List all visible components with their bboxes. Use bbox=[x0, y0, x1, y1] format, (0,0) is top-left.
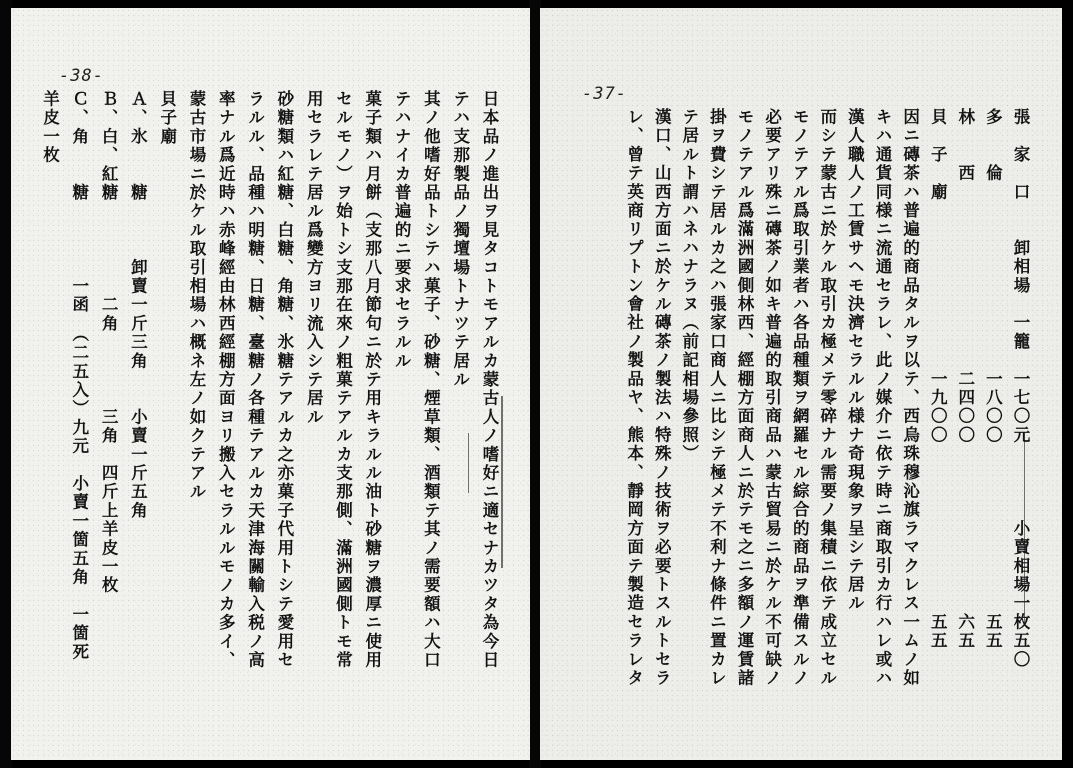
text-column: キハ通貨同様ニ流通セラレ、此ノ媒介ニ依テ時ニ商取引カ行ハレ或ハ bbox=[873, 108, 892, 688]
text-column: Ａ、氷 糖 卸賣一斤三角 小賣一斤五角 bbox=[128, 90, 148, 521]
text-column: セルモノ）ヲ始トシ支那在來ノ粗菓テアルカ支那側、滿洲國側トモ常 bbox=[333, 90, 353, 670]
text-column: 用セラレテ居ル爲變方ヨリ流入シテ居ル bbox=[304, 90, 324, 427]
pencil-mark bbox=[468, 433, 469, 493]
text-column: 漢口、山西方面ニ於ケル磚茶ノ製法ハ特殊ノ技術ヲ必要トスルトセラ bbox=[652, 108, 672, 688]
right-page bbox=[540, 8, 1062, 760]
text-column: 掛ヲ費シテ居ルカ之ハ張家口商人ニ比シテ極メテ不利ナ條件ニ置カレ bbox=[707, 108, 727, 688]
pencil-mark bbox=[501, 396, 503, 568]
text-column: 張 家 口 卸相場 一籠 一七〇元 小賣相場一枚五〇 bbox=[1011, 108, 1030, 669]
text-column: 而シテ蒙古ニ於ケル取引カ極メテ零碎ナル需要ノ集積ニ依テ成立セル bbox=[817, 108, 837, 688]
text-column: 率ナル爲近時ハ赤峰經由林西經棚方面ヨリ搬入セラルルモノカ多イ、 bbox=[216, 90, 236, 670]
text-column: Ｂ、白、紅糖 二角 三角 四斤上羊皮一枚 bbox=[99, 90, 119, 595]
text-column: テハ支那製品ノ獨壇場トナツテ居ル bbox=[450, 90, 470, 390]
text-column: ラルル、品種ハ明糖、日糖、臺糖ノ各種テアルカ天津海關輸入税ノ高 bbox=[245, 90, 265, 670]
text-column: テ居ルト謂ハネハナラヌ（前記相場參照） bbox=[679, 108, 699, 464]
text-column: 必要アリ殊ニ磚茶ノ如キ普遍的取引商品ハ蒙古貿易ニ於ケル不可缺ノ bbox=[762, 108, 782, 688]
text-column: 林 西 二四〇〇 六五 bbox=[955, 108, 975, 651]
text-column: モノテアル爲滿洲國側林西、經棚方面商人ニ於テモ之ニ多額ノ運賃諸 bbox=[735, 108, 754, 688]
text-column: Ｃ、角 糖 一函 （二五入）九元 小賣一箇五角 一箇死 bbox=[69, 90, 89, 662]
text-column: 漢人職人ノ工賃サヘモ決濟セラルル様ナ奇現象ヲ呈シテ居ル bbox=[845, 108, 865, 613]
text-column: 其ノ他嗜好品トシテハ菓子、砂糖、煙草類、酒類テ其ノ需要額ハ大口 bbox=[421, 90, 441, 670]
text-column: モノテアル爲取引業者ハ各品種類ヲ網羅セル綜合的商品ヲ準備スルノ bbox=[790, 108, 810, 688]
text-column: 羊皮一枚 bbox=[40, 90, 60, 165]
text-column: 貝子廟 bbox=[157, 90, 177, 147]
text-column: レ、曾テ英商リプトン會社ノ製品ヤ、熊本、靜岡方面テ製造セラレタ bbox=[624, 108, 644, 688]
text-column: テハナイカ普遍的ニ要求セラルル bbox=[392, 90, 412, 371]
left-page bbox=[11, 8, 530, 760]
page-number: -37- bbox=[582, 84, 627, 104]
text-column: 多 倫 一八〇〇 五五 bbox=[983, 108, 1003, 651]
text-column: 砂糖類ハ紅糖、白糖、角糖、氷糖テアルカ之亦菓子代用トシテ愛用セ bbox=[274, 90, 294, 670]
text-column: 蒙古市場ニ於ケル取引相場ハ概ネ左ノ如クテアル bbox=[187, 90, 206, 502]
page-number: -38- bbox=[59, 66, 104, 86]
text-column: 貝 子 廟 一九〇〇 五五 bbox=[928, 108, 948, 651]
text-column: 日本品ノ進出ヲ見タコトモアルカ蒙古人ノ嗜好ニ適セナカツタ為今日 bbox=[480, 90, 499, 670]
text-column: 菓子類ハ月餅（支那八月節句ニ於テ用キラルル油ト砂糖ヲ濃厚ニ使用 bbox=[362, 90, 382, 670]
text-column: 因ニ磚茶ハ普遍的商品タルヲ以テ、西烏珠穆沁旗ラマクレス一ムノ如 bbox=[900, 108, 920, 688]
